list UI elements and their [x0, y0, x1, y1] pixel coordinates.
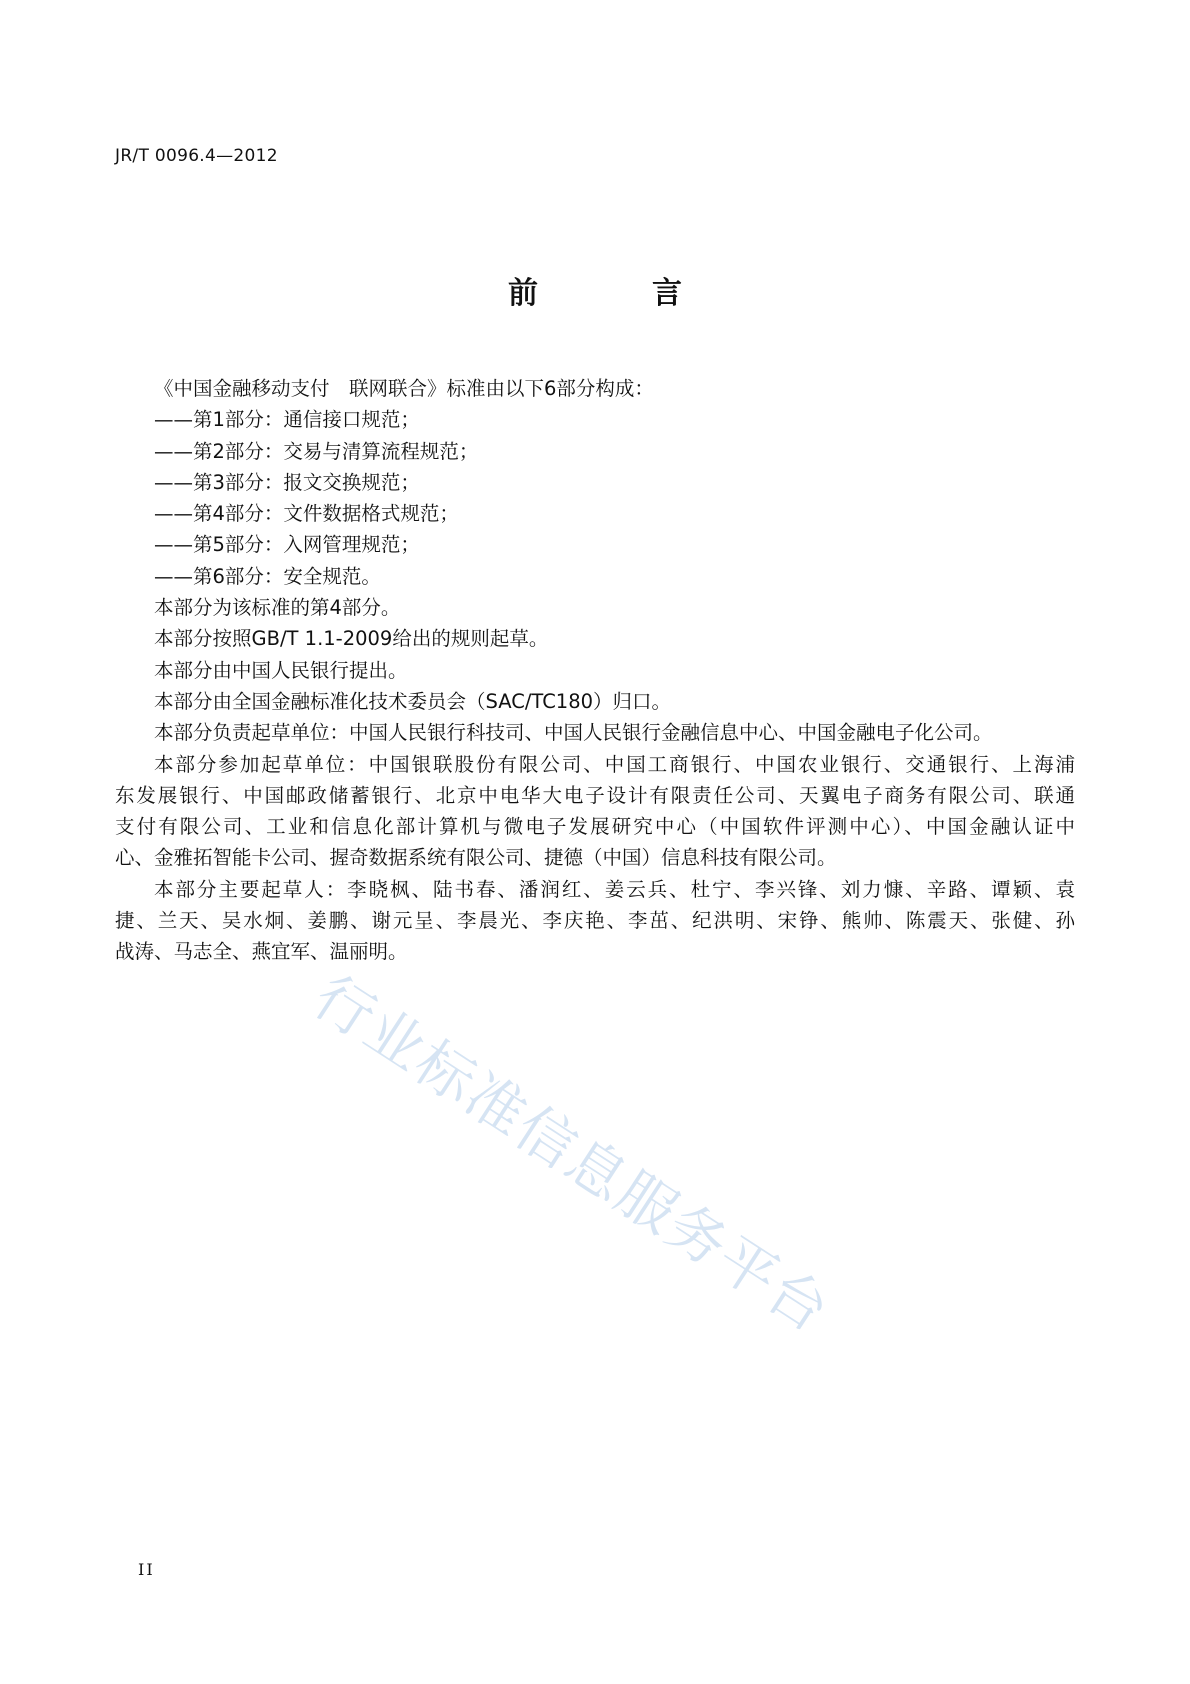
part-list-item: ——第1部分：通信接口规范；	[154, 408, 420, 432]
page-number: II	[138, 1560, 155, 1579]
document-id: JR/T 0096.4—2012	[115, 146, 278, 166]
paragraph-line: 本部分主要起草人：李晓枫、陆书春、潘润红、姜云兵、杜宁、李兴锋、刘力慷、辛路、谭颖、袁	[154, 877, 1075, 901]
paragraph-line: 本部分参加起草单位：中国银联股份有限公司、中国工商银行、中国农业银行、交通银行、上海浦	[154, 752, 1075, 776]
part-list-item: ——第2部分：交易与清算流程规范；	[154, 439, 479, 463]
paragraph-line: 本部分负责起草单位：中国人民银行科技司、中国人民银行金融信息中心、中国金融电子化公司。	[154, 721, 993, 745]
paragraph-line: 支付有限公司、工业和信息化部计算机与微电子发展研究中心（中国软件评测中心）、中国金融认证中	[115, 815, 1075, 839]
part-list-item: ——第5部分：入网管理规范；	[154, 533, 420, 557]
paragraph-line: 本部分由中国人民银行提出。	[154, 658, 408, 682]
part-list-item: ——第4部分：文件数据格式规范；	[154, 502, 459, 526]
paragraph-line: 战涛、马志全、燕宜军、温丽明。	[115, 940, 408, 964]
watermark: 行业标准信息服务平台	[302, 962, 843, 1347]
paragraph-line: 心、金雅拓智能卡公司、握奇数据系统有限公司、捷德（中国）信息科技有限公司。	[115, 846, 837, 870]
paragraph-line: 本部分为该标准的第4部分。	[154, 596, 401, 620]
part-list-item: ——第3部分：报文交换规范；	[154, 470, 420, 494]
document-body	[115, 373, 1075, 968]
intro-line: 《中国金融移动支付 联网联合》标准由以下6部分构成：	[154, 377, 654, 400]
paragraph-line: 捷、兰天、吴水炯、姜鹏、谢元呈、李晨光、李庆艳、李茁、纪洪明、宋铮、熊帅、陈震天、张健、孙	[115, 909, 1075, 933]
paragraph-line: 东发展银行、中国邮政储蓄银行、北京中电华大电子设计有限责任公司、天翼电子商务有限公司、联通	[115, 783, 1075, 807]
paragraph-line: 本部分由全国金融标准化技术委员会（SAC/TC180）归口。	[154, 689, 672, 713]
page-title: 前 言	[508, 276, 724, 311]
part-list-item: ——第6部分：安全规范。	[154, 564, 381, 588]
paragraph-line: 本部分按照GB/T 1.1-2009给出的规则起草。	[154, 627, 549, 651]
